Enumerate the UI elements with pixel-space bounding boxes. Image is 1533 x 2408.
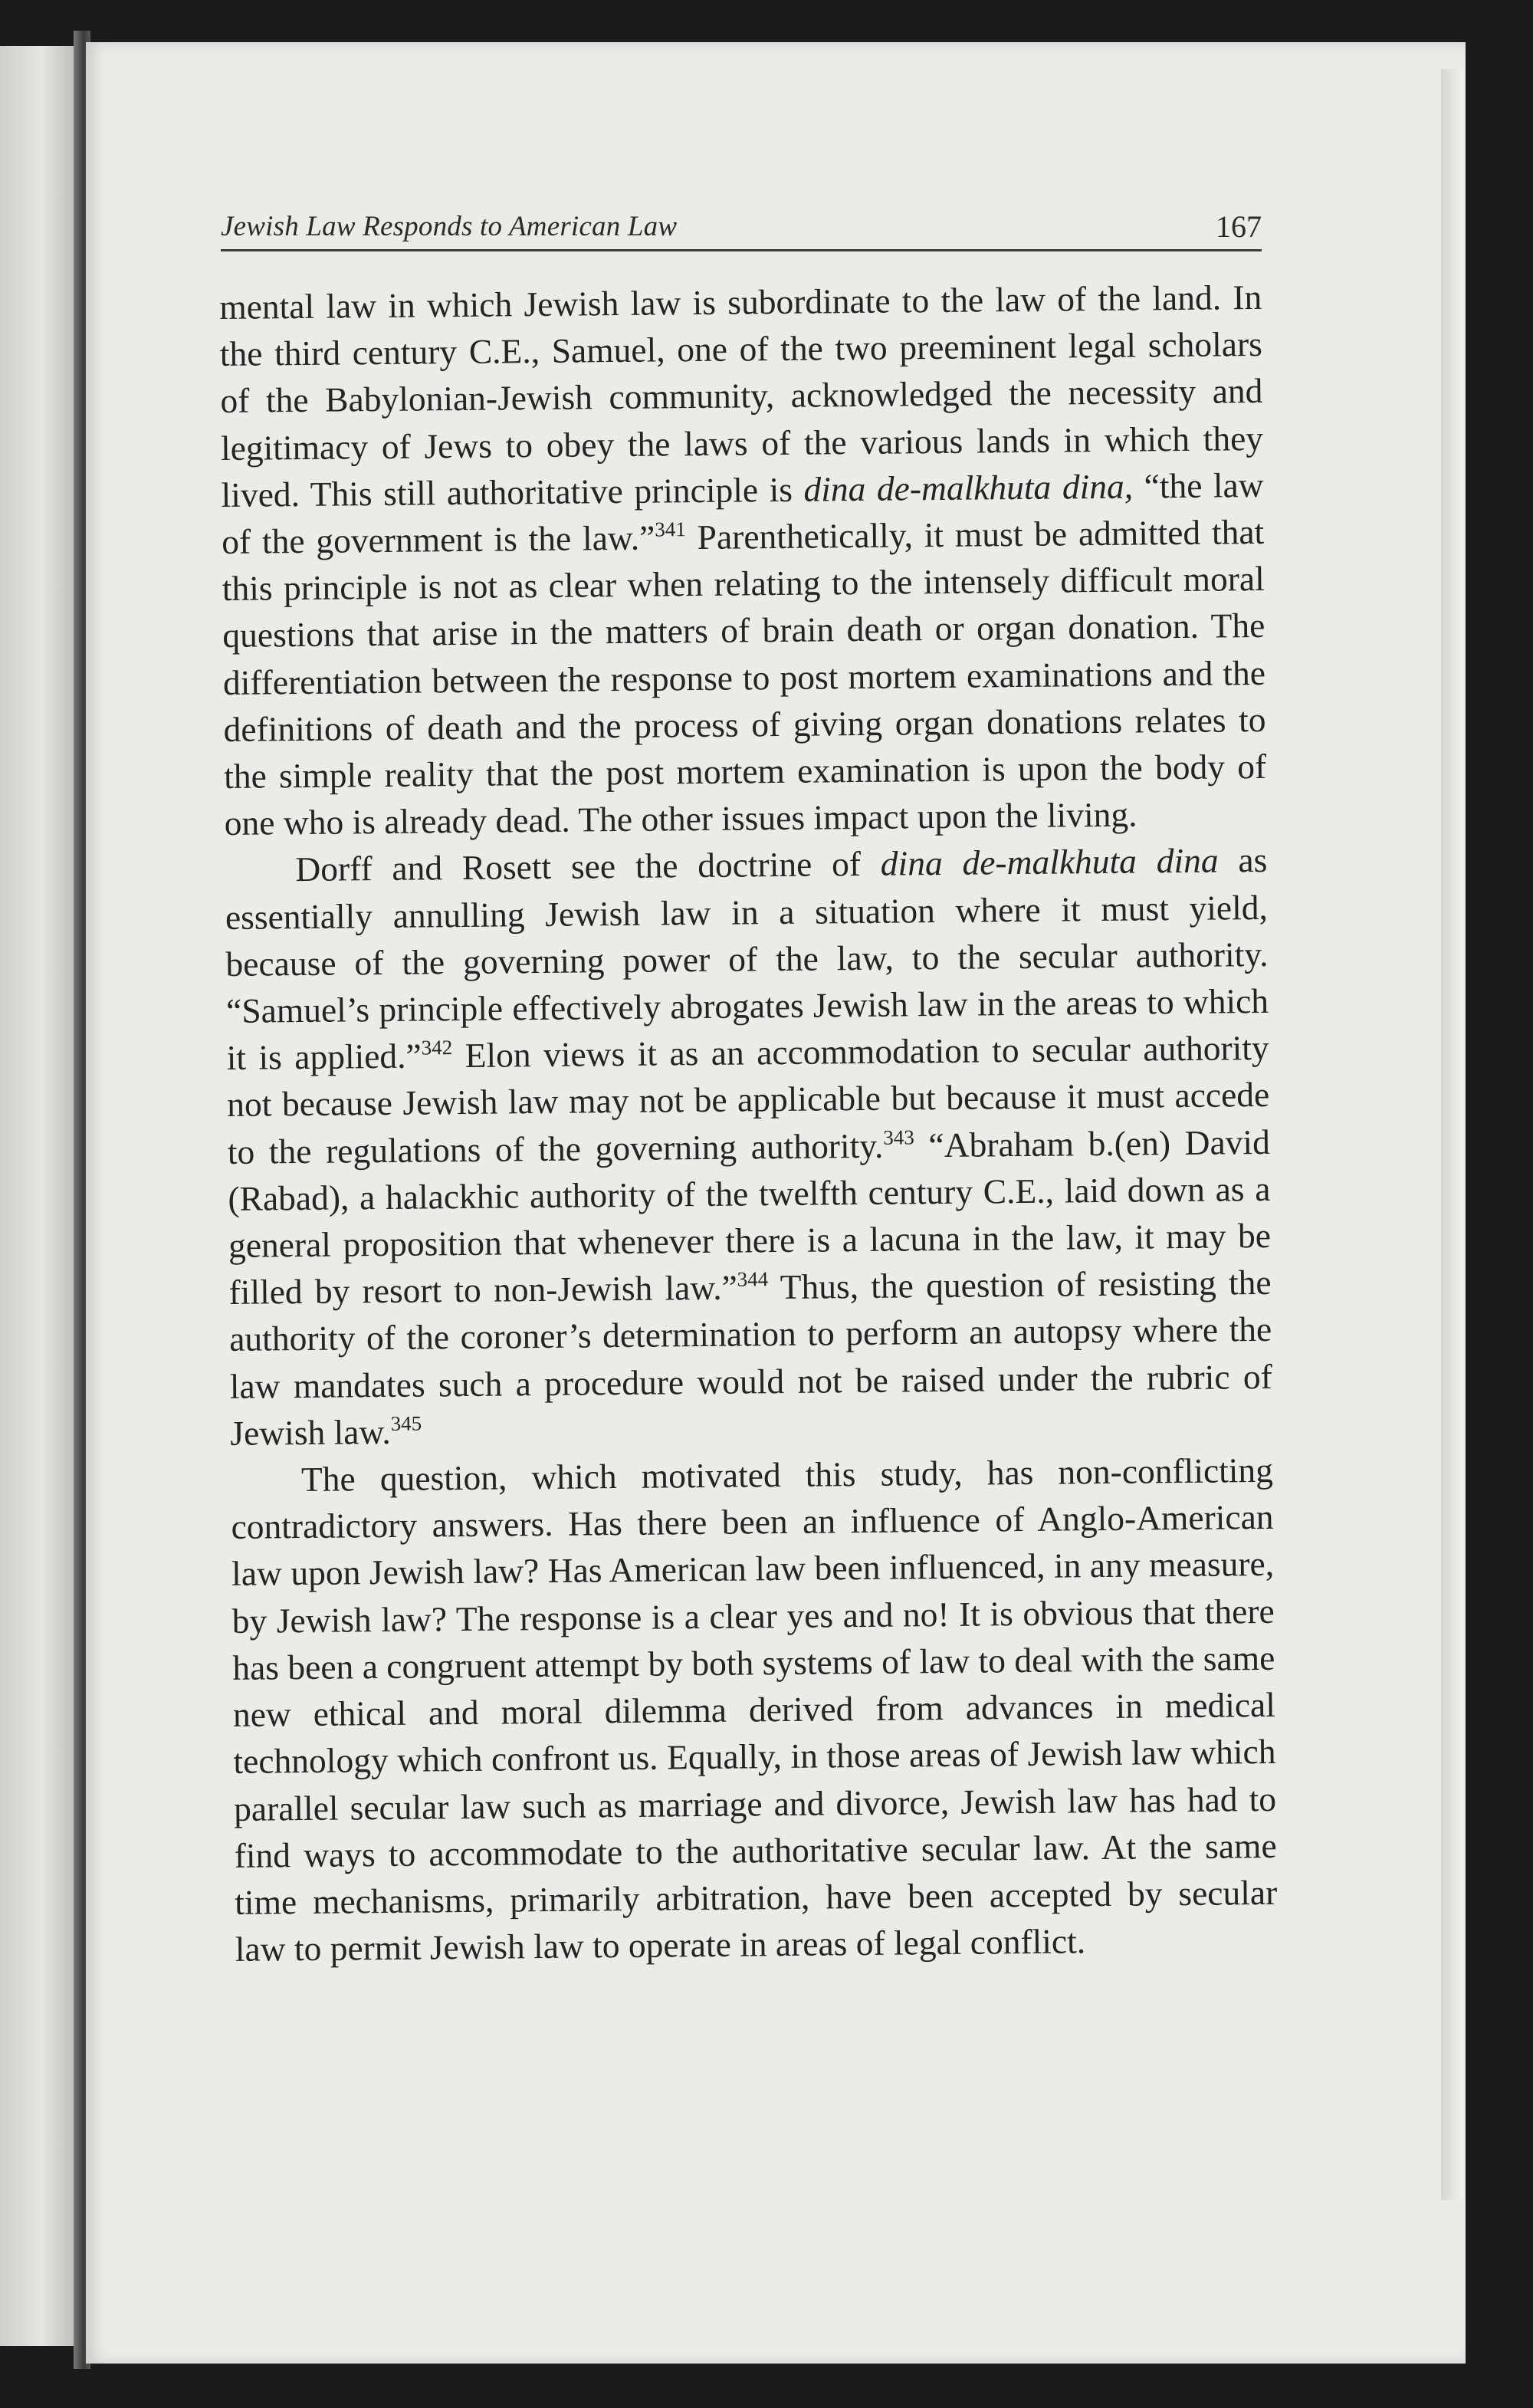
paragraph-2: [225, 836, 1273, 1457]
paragraph-3: [231, 1447, 1278, 1973]
text-run: as essentially annulling Jewish law in a situation where it must yield, because of the governing power of the law, to the secular authority. “Samuel’s principle effectively abrogates Jewish law in the areas to which it is applied.”: [225, 840, 1269, 1078]
italic-term: dina de-malkhuta dina,: [803, 466, 1134, 509]
text-run: Elon views it as an accommodation to secular authority not because Jewish law may not be applicable but because it must accede to the regulations of the governing authority.: [227, 1028, 1270, 1171]
footnote-ref: 344: [737, 1267, 769, 1291]
text-run: The question, which motivated this study, has non-conflicting contradictory answers. Has there been an influence of Anglo-American law upon Jewish law? Has American law been influenced, in any measure, by Jewish law? The response is a clear yes and no! It is obvious that there has been a congruent attempt by both systems of law to deal with the same new ethical and moral dilemma derived from advances in medical technology which confront us. Equally, in those areas of Jewish law which parallel secular law such as marriage and divorce, Jewish law has had to find ways to accommodate to the authoritative secular law. At the same time mechanisms, primarily arbitration, have been accepted by secular law to permit Jewish law to operate in areas of legal conflict.: [231, 1450, 1278, 1969]
footnote-ref: 345: [390, 1411, 422, 1435]
body-text: [219, 274, 1278, 1973]
page-fore-edge: [1441, 69, 1464, 2200]
text-run: “the law of the government is the law.”: [221, 465, 1264, 561]
footnote-ref: 343: [883, 1125, 914, 1149]
text-run: Parenthetically, it must be admitted that this principle is not as clear when relating to the intensely difficult moral questions that arise in the matters of brain death or organ donation. The differentiation between the response to post mortem examinations and the definitions of death and the process of giving organ donations relates to the simple reality that the post mortem examination is upon the body of one who is already dead. The other issues impact upon the living.: [222, 511, 1267, 843]
previous-page-edge: [0, 46, 77, 2346]
paragraph-1: [219, 274, 1267, 846]
text-run: mental law in which Jewish law is subordinate to the law of the land. In the third century C.E., Samuel, one of the two preeminent legal scholars of the Babylonian-Jewish community, acknowledged the necessity and legitimacy of Jews to obey the laws of the various lands in which they lived. This still authoritative principle is: [219, 277, 1264, 514]
footnote-ref: 342: [421, 1036, 453, 1059]
running-title: Jewish Law Responds to American Law: [221, 211, 678, 242]
page-number: 167: [1216, 209, 1262, 244]
text-run: “Abraham b.(en) David (Rabad), a halackhic authority of the twelfth century C.E., laid down as a general proposition that whenever there is a lacuna in the law, it may be filled by resort to non-Jewish law.”: [228, 1122, 1272, 1312]
text-run: Thus, the question of resisting the authority of the coroner’s determination to perform an autopsy where the law mandates such a procedure would not be raised under the rubric of Jewish law.: [228, 1263, 1272, 1453]
text-run: Dorff and Rosett see the doctrine of: [295, 844, 881, 889]
footnote-ref: 341: [655, 517, 686, 541]
running-header: [221, 195, 1262, 251]
italic-term: dina de-malkhuta dina: [880, 840, 1219, 884]
